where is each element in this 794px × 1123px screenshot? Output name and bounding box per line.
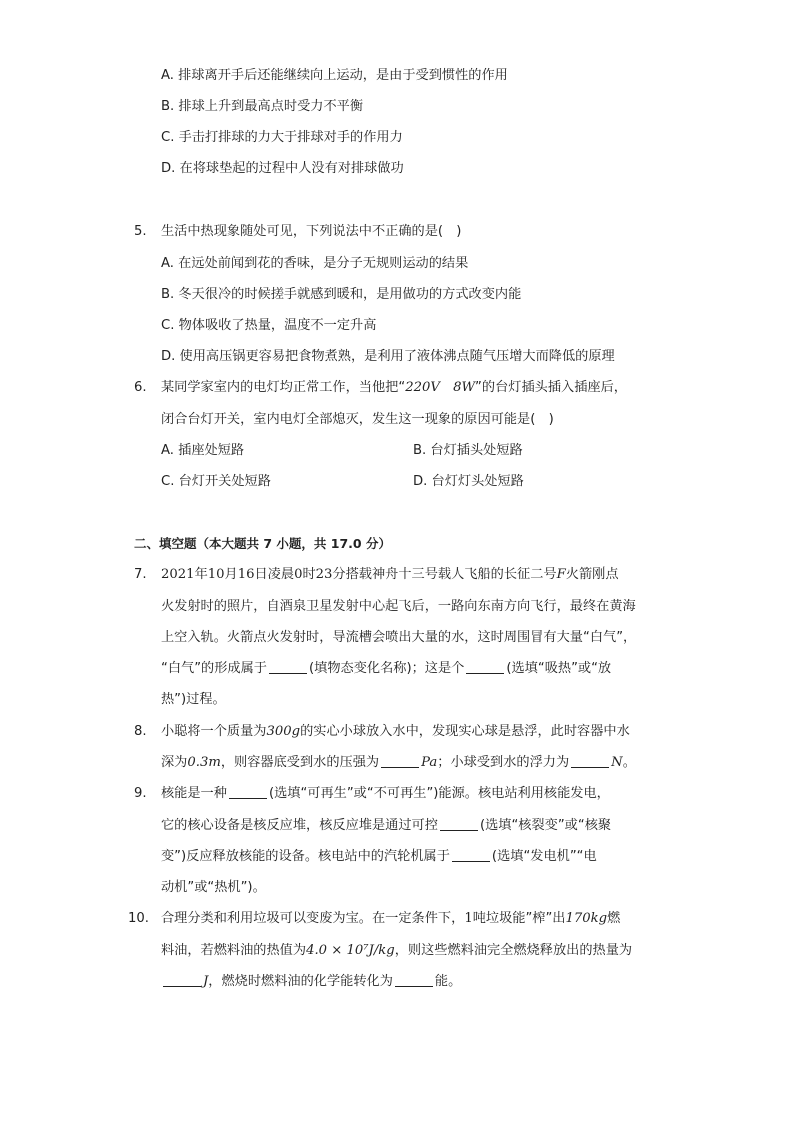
q7-number: 7.: [134, 567, 147, 582]
q6-option-b: B. 台灯插头处短路: [413, 443, 523, 458]
q6-option-c: C. 台灯开关处短路: [161, 474, 271, 489]
q8-text: 小聪将一个质量为: [161, 724, 267, 739]
q7-text: 年: [194, 567, 208, 582]
q10-line2: [161, 941, 632, 961]
q6-stem-line1: [161, 378, 627, 398]
q9-number: 9.: [134, 786, 147, 801]
q7-line2: 火发射时的照片，自酒泉卫星发射中心起飞后，一路向东南方向飞行，最终在黄海: [161, 599, 636, 614]
q9-line1: [161, 784, 610, 804]
q7-blank-1[interactable]: [269, 659, 307, 674]
q7-hour: 0: [294, 567, 303, 582]
q10-text: ，燃烧时燃料油的化学能转化为: [208, 974, 393, 989]
q9-text: 核能是一种: [161, 786, 227, 801]
q5-option-c: C. 物体吸收了热量，温度不一定升高: [161, 318, 377, 333]
q7-text: (填物态变化名称)；这是个: [308, 661, 465, 676]
q8-mass: 300g: [266, 724, 301, 739]
q8-text: ；小球受到水的浮力为: [437, 755, 570, 770]
q7-line3: 上空入轨。火箭点火发射时，导流槽会喷出大量的水，这时周围冒有大量“白气”，: [161, 630, 637, 645]
q9-blank-3[interactable]: [452, 847, 490, 862]
q6-stem-line2: 闭合台灯开关，室内电灯全部熄灭，发生这一现象的原因可能是( ): [161, 412, 554, 427]
q6-rating: 220V 8W: [405, 380, 476, 395]
q10-text: 吨垃圾能”榨”出: [472, 911, 566, 926]
q9-line2: [161, 816, 611, 836]
q10-text: 合理分类和利用垃圾可以变废为宝。在一定条件下，: [161, 911, 465, 926]
q10-unit-j: J: [203, 974, 209, 989]
q8-blank-2[interactable]: [571, 753, 609, 768]
q10-number: 10.: [128, 911, 149, 926]
q6-number: 6.: [134, 380, 147, 395]
q10-blank-2[interactable]: [395, 972, 433, 987]
q5-option-a: A. 在远处前闻到花的香味，是分子无规则运动的结果: [161, 256, 469, 271]
q7-text: 时: [302, 567, 316, 582]
q10-text: 料油，若燃料油的热值为: [161, 943, 307, 958]
q4-option-d: D. 在将球垫起的过程中人没有对排球做功: [161, 161, 404, 176]
q8-text: ，则容器底受到水的压强为: [220, 755, 380, 770]
q7-text: 分搭载神舟十三号载人飞船的长征二号: [332, 567, 557, 582]
q10-text: 燃: [607, 911, 621, 926]
q9-blank-2[interactable]: [440, 816, 478, 831]
q7-rocket-letter: F: [556, 567, 566, 582]
q8-text: 的实心小球放入水中，发现实心球是悬浮，此时容器中水: [300, 724, 630, 739]
q9-blank-1[interactable]: [229, 784, 267, 799]
q8-number: 8.: [134, 724, 147, 739]
q6-option-d: D. 台灯灯头处短路: [413, 474, 524, 489]
q7-line4: [161, 659, 611, 679]
q7-text: 月: [224, 567, 238, 582]
q8-unit-pa: Pa: [421, 755, 438, 770]
q8-line1: [161, 722, 630, 742]
q8-text: 。: [622, 755, 636, 770]
q10-text: ，则这些燃料油完全燃烧释放出的热量为: [394, 943, 633, 958]
q7-text: (选填“吸热”或“放: [506, 661, 612, 676]
q8-unit-n: N: [611, 755, 623, 770]
q7-minute: 23: [315, 567, 333, 582]
q7-line5: 热”)过程。: [161, 692, 226, 707]
q10-mass: 170kg: [565, 911, 608, 926]
q7-day: 16: [237, 567, 255, 582]
q10-text: 能。: [434, 974, 462, 989]
q7-text: 火箭刚点: [565, 567, 619, 582]
q10-heat-value: 4.0 × 10⁷J/kg: [306, 943, 395, 958]
q5-option-d: D. 使用高压锅更容易把食物煮熟，是利用了液体沸点随气压增大而降低的原理: [161, 349, 615, 364]
q5-stem: 生活中热现象随处可见，下列说法中不正确的是( ): [161, 224, 462, 239]
q7-text: 日凌晨: [254, 567, 295, 582]
q9-line3: [161, 847, 597, 867]
q4-option-b: B. 排球上升到最高点时受力不平衡: [161, 99, 364, 114]
q8-blank-1[interactable]: [381, 753, 419, 768]
q9-text: (选填“可再生”或“不可再生”)能源。核电站利用核能发电，: [268, 786, 610, 801]
q8-depth: 0.3m: [187, 755, 221, 770]
q6-option-a: A. 插座处短路: [161, 443, 245, 458]
q7-line1: [161, 565, 619, 585]
q10-blank-1[interactable]: [163, 972, 201, 987]
q10-line1: [161, 909, 620, 929]
q8-text: 深为: [161, 755, 188, 770]
q5-option-b: B. 冬天很冷的时候搓手就感到暖和，是用做功的方式改变内能: [161, 287, 522, 302]
q7-blank-2[interactable]: [466, 659, 504, 674]
q6-stem-text: 某同学家室内的电灯均正常工作，当他把“: [161, 380, 406, 395]
q7-year: 2021: [161, 567, 195, 582]
q10-line3: [161, 972, 461, 992]
q9-text: (选填“发电机”“电: [491, 849, 597, 864]
q10-tons: 1: [464, 911, 473, 926]
q9-line4: 动机”或“热机”)。: [161, 880, 266, 895]
q6-stem-text: ”的台灯插头插入插座后，: [475, 380, 627, 395]
q9-text: 它的核心设备是核反应堆，核反应堆是通过可控: [161, 818, 438, 833]
q5-number: 5.: [134, 224, 147, 239]
q7-text: “白气”的形成属于: [161, 661, 267, 676]
section-heading-fill-in: 二、填空题（本大题共 7 小题，共 17.0 分）: [134, 536, 391, 551]
q4-option-a: A. 排球离开手后还能继续向上运动，是由于受到惯性的作用: [161, 68, 508, 83]
q4-option-c: C. 手击打排球的力大于排球对手的作用力: [161, 130, 403, 145]
q7-month: 10: [207, 567, 225, 582]
q9-text: (选填“核裂变”或“核聚: [479, 818, 612, 833]
q9-text: 变”)反应释放核能的设备。核电站中的汽轮机属于: [161, 849, 450, 864]
q8-line2: [161, 753, 636, 773]
